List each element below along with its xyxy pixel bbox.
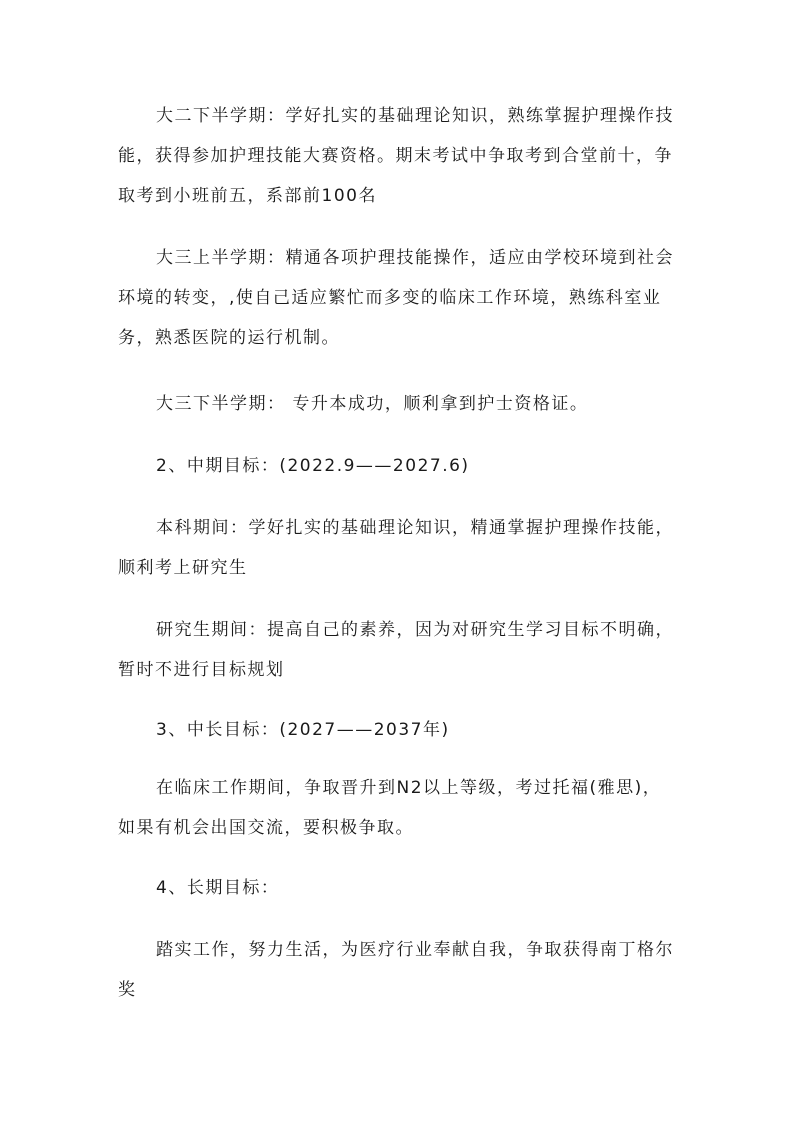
paragraph-clinical-period: 在临床工作期间，争取晋升到N2以上等级，考过托福(雅思)，如果有机会出国交流，要积极争取。 <box>118 778 662 838</box>
paragraph-graduate-period: 研究生期间：提高自己的素养，因为对研究生学习目标不明确，暂时不进行目标规划 <box>118 620 674 680</box>
paragraph-sophomore-spring: 大二下半学期：学好扎实的基础理论知识，熟练掌握护理操作技能，获得参加护理技能大赛资格。期末考试中争取考到合堂前十，争取考到小班前五，系部前100名 <box>118 106 674 206</box>
heading-mid-term-goal: 2、中期目标：(2022.9——2027.6) <box>156 456 470 476</box>
paragraph-long-term-detail: 踏实工作，努力生活，为医疗行业奉献自我，争取获得南丁格尔奖 <box>118 940 674 1000</box>
heading-long-term-goal: 4、长期目标： <box>156 878 280 898</box>
heading-mid-long-term-goal: 3、中长目标：(2027——2037年) <box>156 720 450 740</box>
paragraph-undergraduate-period: 本科期间：学好扎实的基础理论知识，精通掌握护理操作技能，顺利考上研究生 <box>118 518 674 578</box>
paragraph-junior-spring: 大三下半学期： 专升本成功，顺利拿到护士资格证。 <box>156 394 589 414</box>
paragraph-junior-fall: 大三上半学期：精通各项护理技能操作，适应由学校环境到社会环境的转变，,使自己适应繁忙而多变的临床工作环境，熟练科室业务，熟悉医院的运行机制。 <box>118 248 674 348</box>
